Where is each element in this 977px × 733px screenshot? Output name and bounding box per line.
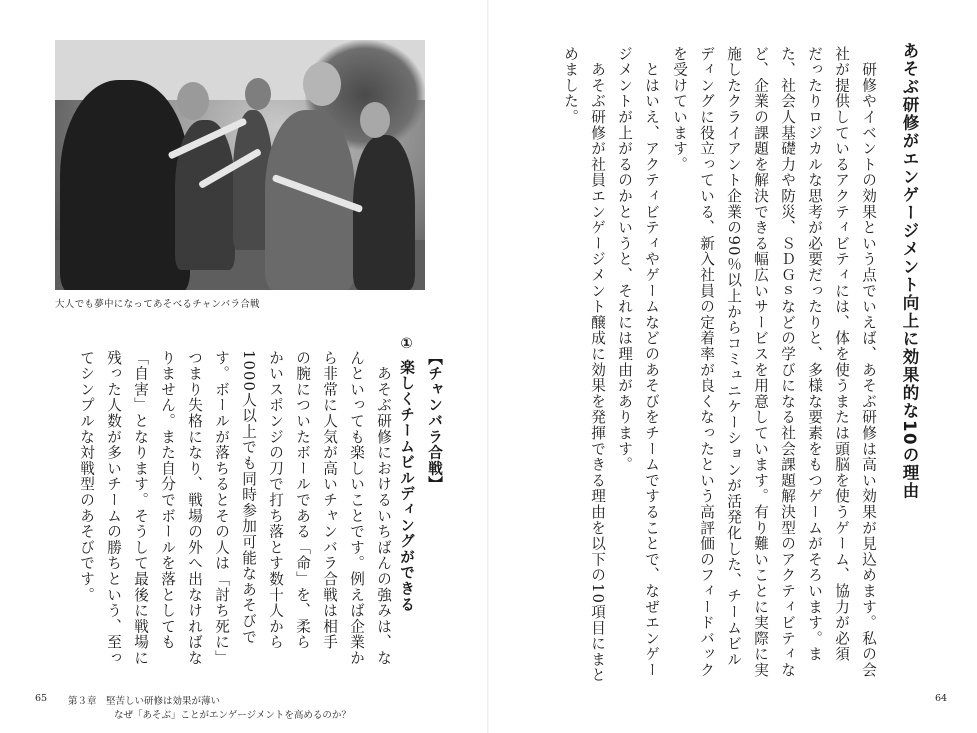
photo-person-left bbox=[60, 80, 190, 290]
page-number-left: 65 bbox=[35, 693, 48, 704]
point-title: ① 楽しくチームビルディングができる bbox=[398, 335, 415, 613]
photo-head-back bbox=[245, 78, 271, 110]
section-heading: あそぶ研修がエンゲージメント向上に効果的な10の理由 bbox=[900, 42, 919, 500]
page-gutter bbox=[487, 0, 489, 733]
photo-person-right bbox=[353, 135, 415, 290]
photo-head-center bbox=[303, 62, 341, 106]
photo-head-glasses bbox=[177, 82, 209, 120]
point-subtitle: 【チャンバラ合戦】 bbox=[426, 350, 443, 493]
photo-caption: 大人でも夢中になってあそべるチャンバラ合戦 bbox=[55, 299, 260, 310]
photo-head-right bbox=[360, 102, 390, 138]
chapter-title: 第３章 堅苦しい研修は効果が薄い bbox=[68, 696, 221, 707]
page-number-right: 64 bbox=[935, 693, 948, 704]
paragraph-2: とはいえ、アクティビティやゲームなどのあそびをチームですることで、なぜエンゲー ジメントが上がるのかというと、それには理由があります。 bbox=[616, 46, 660, 678]
paragraph-1: 研修やイベントの効果という点でいえば、あそぶ研修は高い効果が見込めます。私の会 社が提供しているアクティビティには、体を使うまたは頭脳を使うゲーム、協力が必須 だったりロジカルな思考が必要だったりと、多様な要素をもつゲームがそろいます。ま た、社会人基礎力や防災、ＳＤＧｓなどの学びになる社会課題解決型のアクティビティな ど、企業の課題を解決できる幅広いサービスを用意しています。有り難いことに実際に実 施したクライアント企業の90％以上からコミュニケーションが活発化した、チームビル ディングに役立っている、新入社員の定着率が良くなったという高評価のフィードバック を受けています。 bbox=[671, 46, 877, 678]
paragraph-3: あそぶ研修が社員エンゲージメント醸成に効果を発揮できる理由を以下の10項目にまと めました。 bbox=[562, 46, 606, 684]
chapter-subtitle: なぜ「あそぶ」ことがエンゲージメントを高めるのか？ bbox=[114, 710, 351, 721]
point-body: あそぶ研修におけるいちばんの強みは、な んといっても楽しいことです。例えば企業か ら非常に人気が高いチャンバラ合戦は相手 の腕についたボールである「命」を、柔ら かいスポンジの刀で打ち落とす数十人から 1000人以上でも同時参加可能なあそびで す。ボールが落ちるとその人は「討ち死に」 つまり失格になり、戦場の外へ出なければな りません。また自分でボールを落としても 「自害」となります。そうして最後に戦場に 残った人数が多いチームの勝ちという、至っ てシンプルな対戦型のあそびです。 bbox=[78, 350, 392, 666]
chanbara-photo bbox=[55, 40, 425, 290]
